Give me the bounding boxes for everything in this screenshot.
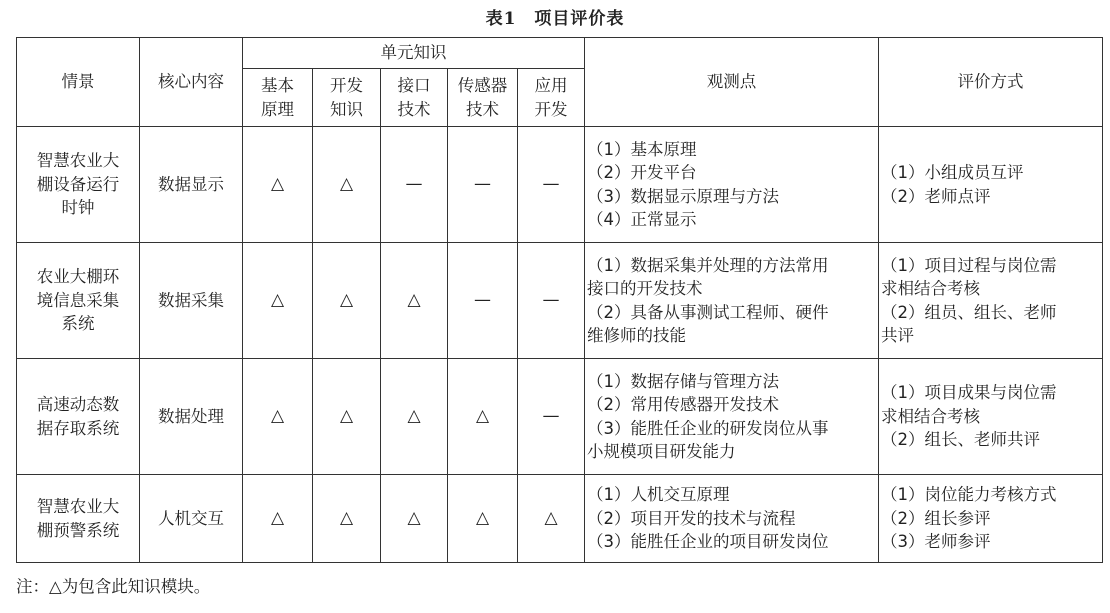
core-content-cell: 数据采集 <box>140 243 243 359</box>
header-line: 接口 <box>397 76 431 96</box>
core-content-cell: 数据显示 <box>140 127 243 243</box>
observation-line: （1）数据采集并处理的方法常用 <box>587 255 829 275</box>
header-unit-basic-principle <box>243 69 313 127</box>
scene-line: 农业大棚环 <box>36 267 120 287</box>
core-content-cell: 数据处理 <box>140 359 243 475</box>
knowledge-mark: — <box>518 127 585 243</box>
header-line: 基本 <box>261 76 294 96</box>
observation-line: （2）项目开发的技术与流程 <box>587 508 796 528</box>
knowledge-mark: △ <box>313 127 381 243</box>
table-row <box>17 359 1103 475</box>
observation-line: 维修师的技能 <box>587 325 687 345</box>
scene-line: 时钟 <box>61 198 95 218</box>
knowledge-mark: △ <box>448 359 518 475</box>
evaluation-line: （1）项目成果与岗位需 <box>881 383 1057 403</box>
observation-line: （3）数据显示原理与方法 <box>587 186 780 206</box>
knowledge-mark: △ <box>243 243 313 359</box>
table-row <box>17 475 1103 563</box>
observation-cell <box>585 475 879 563</box>
scene-line: 境信息采集 <box>36 290 120 310</box>
observation-line: （2）开发平台 <box>587 163 697 183</box>
table-caption: 表1 项目评价表 <box>485 9 625 29</box>
scene-line: 高速动态数 <box>36 395 120 415</box>
scene-cell <box>17 475 140 563</box>
scene-line: 据存取系统 <box>36 418 120 438</box>
evaluation-line: （2）组员、组长、老师 <box>881 302 1057 322</box>
header-unit-knowledge: 单元知识 <box>243 38 585 69</box>
knowledge-mark: △ <box>313 475 381 563</box>
evaluation-line: （1）小组成员互评 <box>881 163 1024 183</box>
scene-line: 智慧农业大 <box>36 151 120 171</box>
knowledge-mark: △ <box>243 475 313 563</box>
scene-line: 系统 <box>61 314 95 334</box>
observation-line: （2）具备从事测试工程师、硬件 <box>587 302 829 322</box>
observation-line: （2）常用传感器开发技术 <box>587 395 780 415</box>
observation-line: （1）基本原理 <box>587 139 697 159</box>
evaluation-cell <box>879 127 1103 243</box>
evaluation-line: 求相结合考核 <box>881 406 981 426</box>
knowledge-mark: — <box>518 243 585 359</box>
scene-line: 智慧农业大 <box>36 497 120 517</box>
scene-cell <box>17 243 140 359</box>
table-note: 注：△为包含此知识模块。 <box>16 577 211 596</box>
header-line: 原理 <box>261 99 294 119</box>
knowledge-mark: △ <box>518 475 585 563</box>
knowledge-mark: △ <box>313 359 381 475</box>
header-line: 技术 <box>466 99 499 119</box>
knowledge-mark: △ <box>381 475 448 563</box>
observation-line: （1）数据存储与管理方法 <box>587 371 780 391</box>
scene-cell <box>17 127 140 243</box>
header-unit-app-dev <box>518 69 585 127</box>
header-unit-dev-knowledge <box>313 69 381 127</box>
knowledge-mark: △ <box>448 475 518 563</box>
observation-line: （4）正常显示 <box>587 209 697 229</box>
evaluation-line: 求相结合考核 <box>881 279 981 299</box>
evaluation-line: 共评 <box>881 325 915 345</box>
observation-line: 接口的开发技术 <box>587 279 703 299</box>
evaluation-line: （1）项目过程与岗位需 <box>881 255 1057 275</box>
evaluation-cell <box>879 359 1103 475</box>
knowledge-mark: △ <box>313 243 381 359</box>
observation-cell <box>585 243 879 359</box>
evaluation-cell <box>879 475 1103 563</box>
knowledge-mark: △ <box>381 359 448 475</box>
knowledge-mark: — <box>381 127 448 243</box>
knowledge-mark: △ <box>243 359 313 475</box>
knowledge-mark: — <box>518 359 585 475</box>
scene-line: 棚设备运行 <box>36 174 120 194</box>
header-evaluation-method: 评价方式 <box>879 38 1103 127</box>
knowledge-mark: △ <box>243 127 313 243</box>
observation-line: 小规模项目研发能力 <box>587 441 736 461</box>
observation-line: （3）能胜任企业的项目研发岗位 <box>587 532 829 552</box>
evaluation-line: （3）老师参评 <box>881 532 991 552</box>
evaluation-line: （2）组长参评 <box>881 508 991 528</box>
header-unit-sensor-tech <box>448 69 518 127</box>
header-line: 应用 <box>534 76 568 96</box>
knowledge-mark: — <box>448 127 518 243</box>
header-line: 知识 <box>330 99 363 119</box>
scene-cell <box>17 359 140 475</box>
header-unit-interface-tech <box>381 69 448 127</box>
header-line: 开发 <box>330 76 363 96</box>
table-row <box>17 243 1103 359</box>
knowledge-mark: — <box>448 243 518 359</box>
header-line: 传感器 <box>457 76 508 96</box>
scene-line: 棚预警系统 <box>36 520 120 540</box>
evaluation-line: （2）老师点评 <box>881 186 991 206</box>
table-row <box>17 127 1103 243</box>
observation-line: （1）人机交互原理 <box>587 485 730 505</box>
header-line: 开发 <box>534 99 568 119</box>
observation-cell <box>585 359 879 475</box>
observation-cell <box>585 127 879 243</box>
header-line: 技术 <box>397 99 431 119</box>
evaluation-cell <box>879 243 1103 359</box>
knowledge-mark: △ <box>381 243 448 359</box>
core-content-cell: 人机交互 <box>140 475 243 563</box>
header-scene: 情景 <box>17 38 140 127</box>
evaluation-line: （1）岗位能力考核方式 <box>881 485 1057 505</box>
header-observation-points: 观测点 <box>585 38 879 127</box>
evaluation-line: （2）组长、老师共评 <box>881 430 1041 450</box>
observation-line: （3）能胜任企业的研发岗位从事 <box>587 418 829 438</box>
header-core-content: 核心内容 <box>140 38 243 127</box>
evaluation-table <box>16 37 1103 563</box>
